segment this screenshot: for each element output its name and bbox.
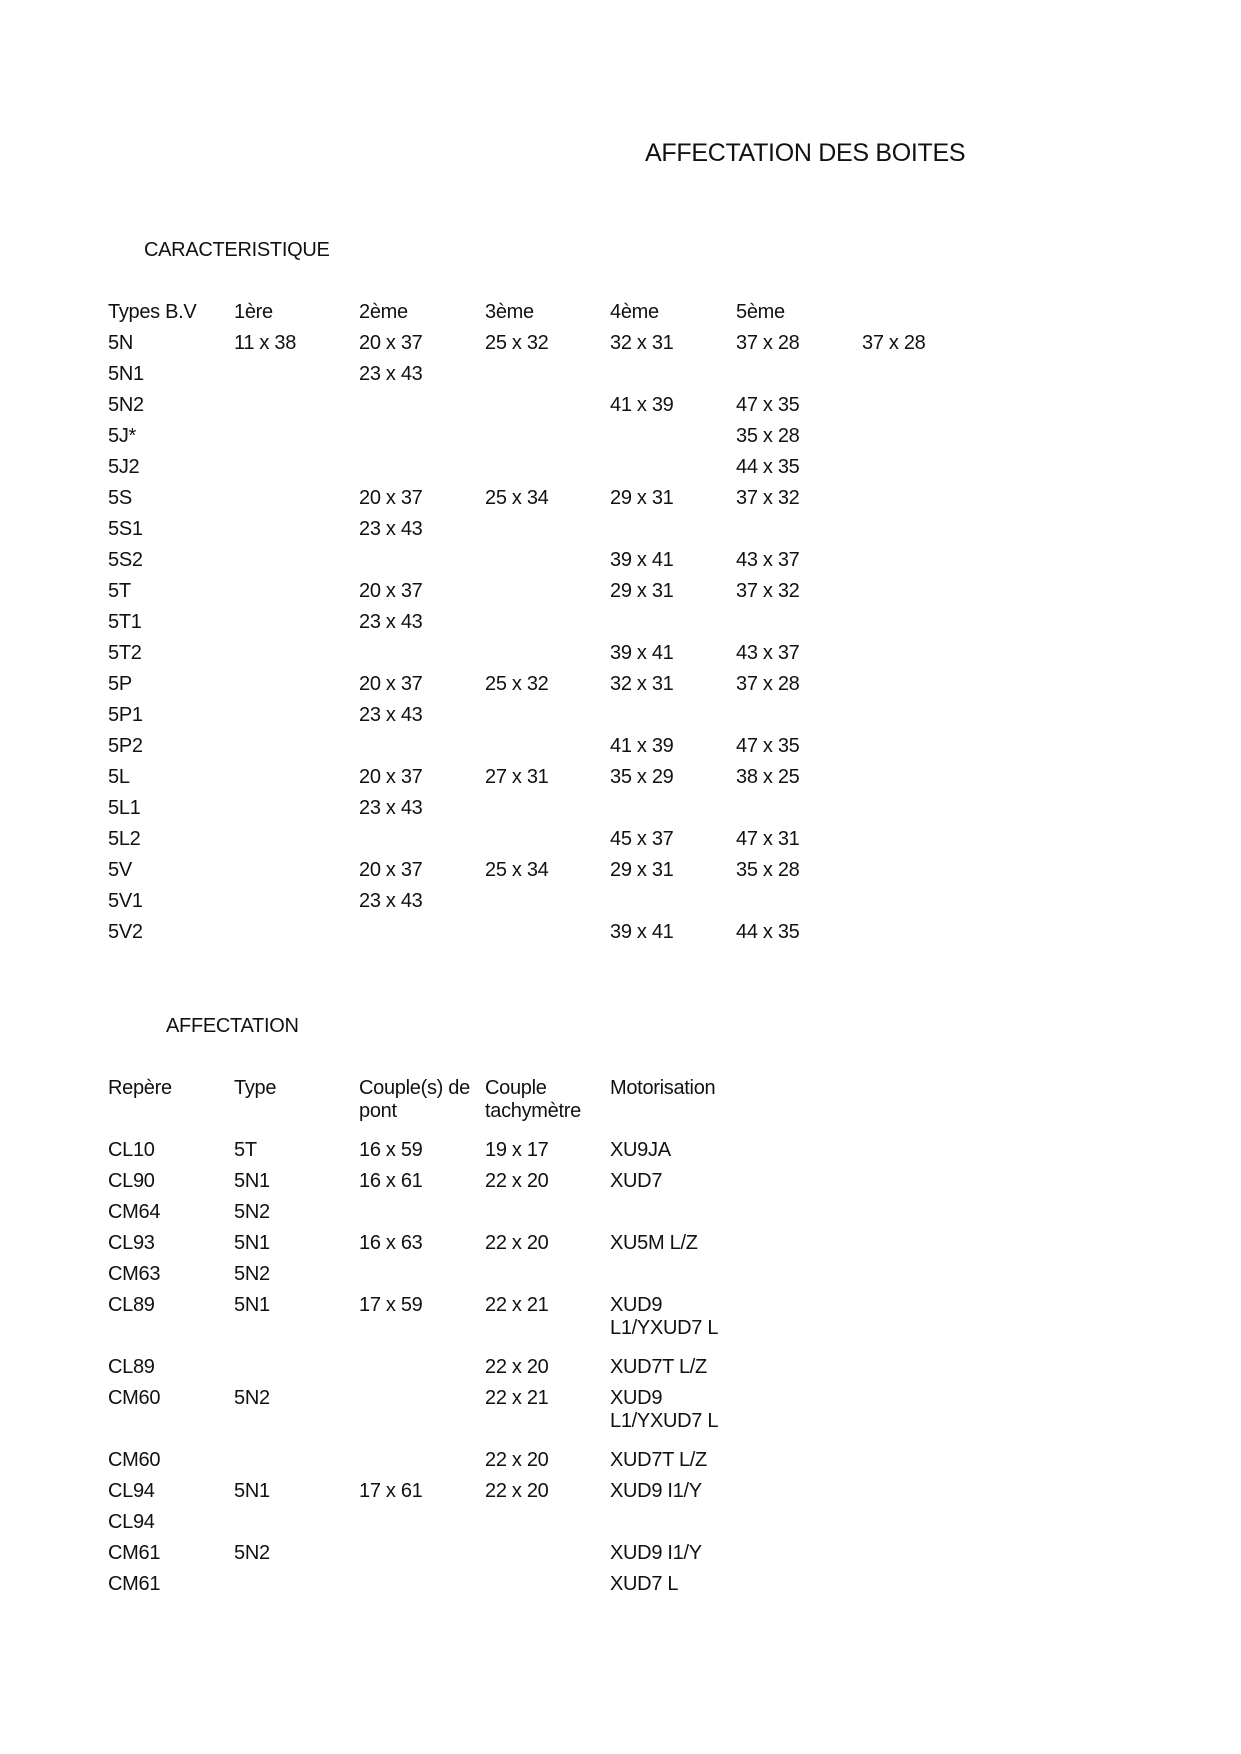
table-cell: 5N1 <box>234 1480 270 1502</box>
table-cell: 22 x 20 <box>485 1356 549 1378</box>
table-cell: CM61 <box>108 1573 161 1595</box>
table-cell: 5T2 <box>108 642 142 664</box>
table-cell: 35 x 29 <box>610 766 674 788</box>
table-cell: CL94 <box>108 1511 155 1533</box>
table-cell: XUD9 I1/Y <box>610 1480 702 1502</box>
table-cell: 29 x 31 <box>610 859 674 881</box>
table-cell: 32 x 31 <box>610 673 674 695</box>
table-cell: 5V1 <box>108 890 143 912</box>
table-cell: 20 x 37 <box>359 673 423 695</box>
table-cell: 37 x 28 <box>736 332 800 354</box>
table-cell: XUD9 L1/YXUD7 L <box>610 1387 719 1432</box>
table-cell: 44 x 35 <box>736 456 800 478</box>
table-cell: XUD7 <box>610 1170 663 1192</box>
table-cell: 39 x 41 <box>610 642 674 664</box>
table-cell: 5T1 <box>108 611 142 633</box>
table-cell: 37 x 28 <box>736 673 800 695</box>
table-cell: 20 x 37 <box>359 766 423 788</box>
table-cell: 29 x 31 <box>610 487 674 509</box>
table-cell: 41 x 39 <box>610 394 674 416</box>
table-cell: XUD7T L/Z <box>610 1449 707 1471</box>
table-cell: 20 x 37 <box>359 332 423 354</box>
table-cell: 47 x 35 <box>736 394 800 416</box>
column-header: 1ère <box>234 301 273 323</box>
table-cell: 5S <box>108 487 132 509</box>
table-cell: 23 x 43 <box>359 797 423 819</box>
table-cell: 16 x 59 <box>359 1139 423 1161</box>
document-title: AFFECTATION DES BOITES <box>645 139 966 167</box>
table-cell: XUD7T L/Z <box>610 1356 707 1378</box>
table-cell: 35 x 28 <box>736 859 800 881</box>
table-cell: 44 x 35 <box>736 921 800 943</box>
table-cell: 23 x 43 <box>359 518 423 540</box>
table-cell: 45 x 37 <box>610 828 674 850</box>
table-cell: 20 x 37 <box>359 580 423 602</box>
table-cell: 22 x 20 <box>485 1480 549 1502</box>
table-cell: 16 x 63 <box>359 1232 423 1254</box>
table-cell: CL94 <box>108 1480 155 1502</box>
table-cell: CL93 <box>108 1232 155 1254</box>
table-cell: 35 x 28 <box>736 425 800 447</box>
table-cell: 16 x 61 <box>359 1170 423 1192</box>
table-cell: 22 x 21 <box>485 1387 549 1409</box>
table-cell: 5N2 <box>234 1387 270 1409</box>
table-cell: 5L1 <box>108 797 141 819</box>
table-cell: 5P1 <box>108 704 143 726</box>
table-cell: XUD7 L <box>610 1573 679 1595</box>
table-cell: 23 x 43 <box>359 611 423 633</box>
column-header: 5ème <box>736 301 785 323</box>
table-cell: 11 x 38 <box>234 332 297 354</box>
column-header: Couple tachymètre <box>485 1077 581 1122</box>
table-cell: 32 x 31 <box>610 332 674 354</box>
table-cell: XUD9 I1/Y <box>610 1542 702 1564</box>
table-cell: CL90 <box>108 1170 155 1192</box>
table-cell: 5N2 <box>234 1542 270 1564</box>
table-cell: CM64 <box>108 1201 161 1223</box>
table-cell: XUD9 L1/YXUD7 L <box>610 1294 719 1339</box>
table-cell: 37 x 28 <box>862 332 926 354</box>
table-cell: 43 x 37 <box>736 549 800 571</box>
table-cell: 41 x 39 <box>610 735 674 757</box>
column-header: 3ème <box>485 301 534 323</box>
table-cell: 5T <box>234 1139 257 1161</box>
table-cell: 25 x 34 <box>485 487 549 509</box>
table-cell: 29 x 31 <box>610 580 674 602</box>
table-cell: CM60 <box>108 1387 161 1409</box>
table-cell: 5N2 <box>234 1263 270 1285</box>
table-cell: 5L <box>108 766 130 788</box>
table-cell: CM61 <box>108 1542 161 1564</box>
table-cell: 17 x 59 <box>359 1294 423 1316</box>
table-cell: 5N1 <box>234 1170 270 1192</box>
table-cell: CL89 <box>108 1294 155 1316</box>
table-cell: 22 x 20 <box>485 1232 549 1254</box>
table-cell: CM60 <box>108 1449 161 1471</box>
table-cell: 5N2 <box>108 394 144 416</box>
table-cell: 22 x 21 <box>485 1294 549 1316</box>
table-cell: 5N2 <box>234 1201 270 1223</box>
table-cell: XU9JA <box>610 1139 671 1161</box>
table-cell: 5J2 <box>108 456 140 478</box>
table-cell: 37 x 32 <box>736 580 800 602</box>
column-header: 2ème <box>359 301 408 323</box>
table-cell: CM63 <box>108 1263 161 1285</box>
table-cell: 17 x 61 <box>359 1480 423 1502</box>
table-cell: CL10 <box>108 1139 155 1161</box>
table-cell: 47 x 35 <box>736 735 800 757</box>
table-cell: 5T <box>108 580 131 602</box>
table-cell: XU5M L/Z <box>610 1232 698 1254</box>
table-cell: 20 x 37 <box>359 859 423 881</box>
table-cell: 25 x 32 <box>485 673 549 695</box>
table-cell: 19 x 17 <box>485 1139 549 1161</box>
table-cell: 27 x 31 <box>485 766 549 788</box>
table-cell: 37 x 32 <box>736 487 800 509</box>
table-cell: CL89 <box>108 1356 155 1378</box>
table-cell: 22 x 20 <box>485 1449 549 1471</box>
table-cell: 43 x 37 <box>736 642 800 664</box>
table-cell: 25 x 34 <box>485 859 549 881</box>
column-header: 4ème <box>610 301 659 323</box>
table-cell: 23 x 43 <box>359 890 423 912</box>
table-cell: 5V <box>108 859 132 881</box>
table-cell: 25 x 32 <box>485 332 549 354</box>
table-cell: 22 x 20 <box>485 1170 549 1192</box>
table-cell: 5J* <box>108 425 137 447</box>
table-cell: 5N1 <box>234 1232 270 1254</box>
column-header: Types B.V <box>108 301 197 323</box>
table-cell: 5S1 <box>108 518 143 540</box>
table-cell: 38 x 25 <box>736 766 800 788</box>
table-cell: 5P <box>108 673 132 695</box>
table-cell: 5N1 <box>234 1294 270 1316</box>
table-cell: 23 x 43 <box>359 704 423 726</box>
table-cell: 5N <box>108 332 133 354</box>
section-heading-affectation: AFFECTATION <box>166 1015 299 1037</box>
section-heading-caracteristique: CARACTERISTIQUE <box>144 239 330 261</box>
table-cell: 47 x 31 <box>736 828 800 850</box>
table-cell: 5S2 <box>108 549 143 571</box>
table-cell: 5L2 <box>108 828 141 850</box>
table-cell: 5P2 <box>108 735 143 757</box>
table-cell: 5V2 <box>108 921 143 943</box>
column-header: Couple(s) de pont <box>359 1077 470 1122</box>
table-cell: 5N1 <box>108 363 144 385</box>
table-cell: 20 x 37 <box>359 487 423 509</box>
table-cell: 39 x 41 <box>610 549 674 571</box>
column-header: Repère <box>108 1077 172 1099</box>
column-header: Motorisation <box>610 1077 716 1099</box>
column-header: Type <box>234 1077 277 1099</box>
table-cell: 23 x 43 <box>359 363 423 385</box>
table-cell: 39 x 41 <box>610 921 674 943</box>
